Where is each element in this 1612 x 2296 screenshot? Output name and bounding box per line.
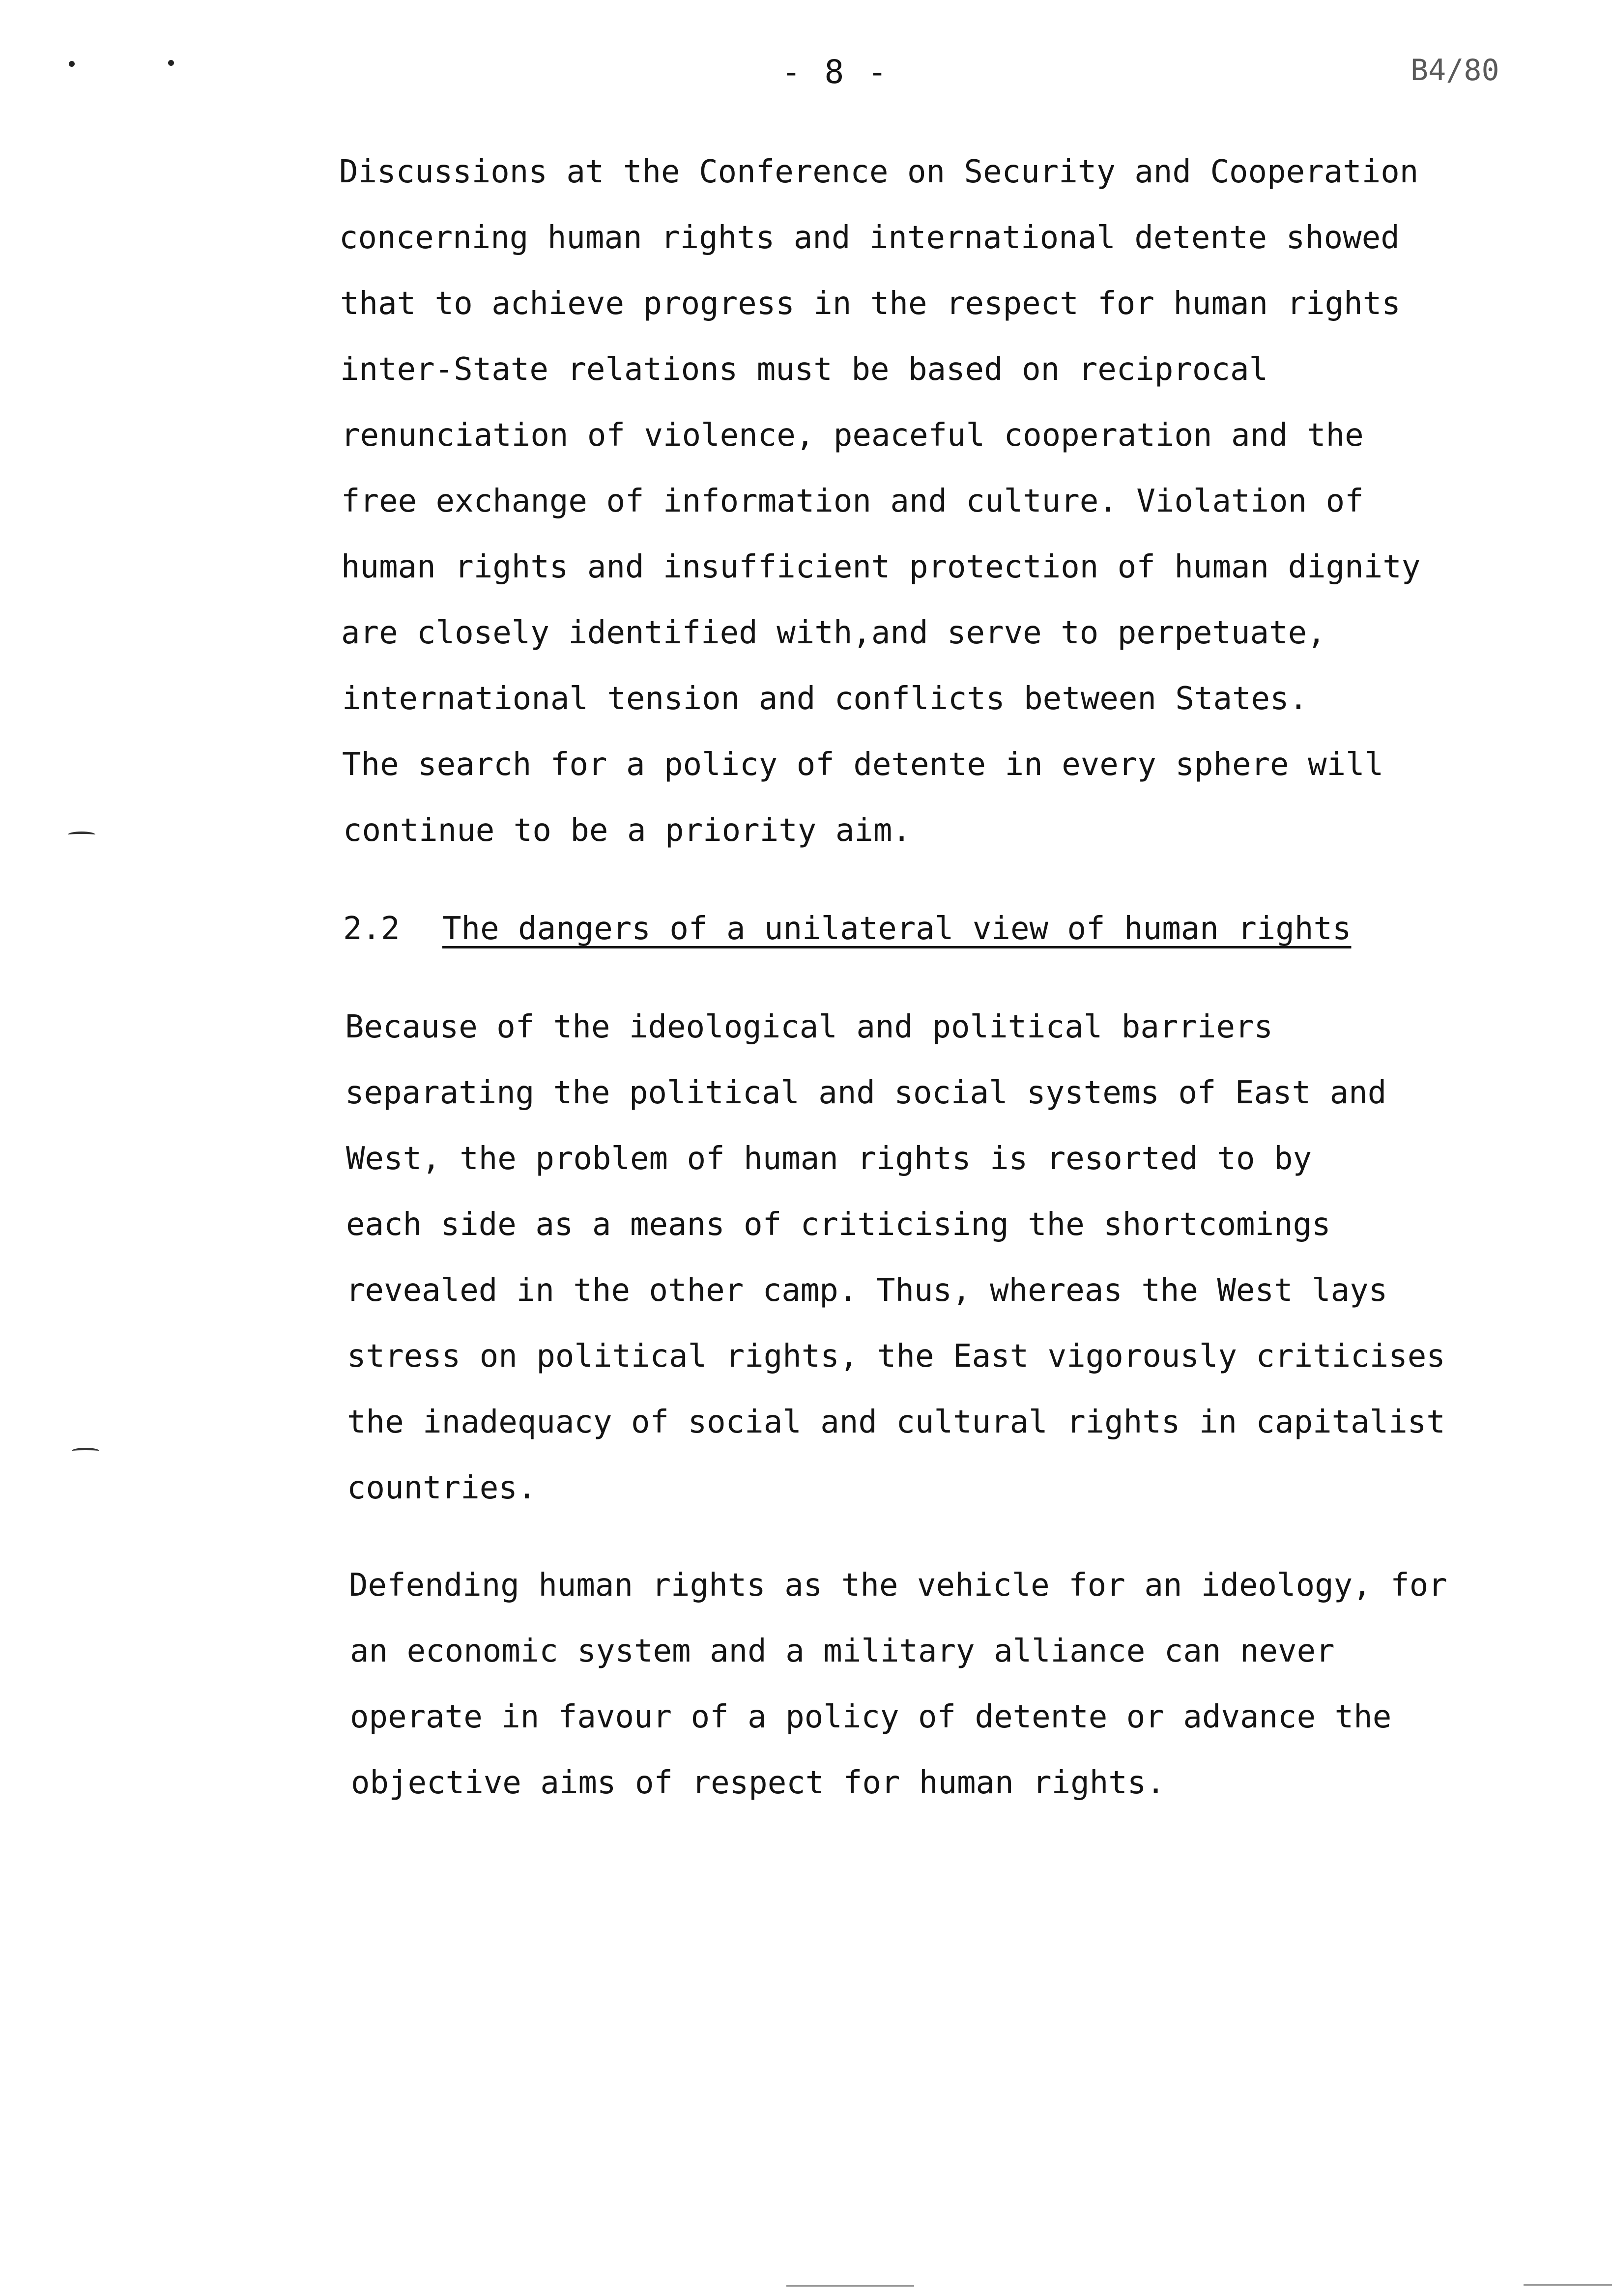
- text-line: stress on political rights, the East vigorously criticises: [347, 1338, 1445, 1375]
- text-line: that to achieve progress in the respect for human rights: [340, 286, 1401, 322]
- text-line: international tension and conflicts between States.: [342, 681, 1308, 717]
- text-line: each side as a means of criticising the shortcomings: [346, 1206, 1331, 1243]
- text-line: the inadequacy of social and cultural rights in capitalist: [347, 1404, 1445, 1440]
- margin-dot: [69, 61, 75, 67]
- margin-dot: [168, 60, 174, 66]
- text-line: Defending human rights as the vehicle for an ideology, for: [349, 1567, 1447, 1604]
- scan-artifact-rule: [786, 2285, 914, 2287]
- text-line: renunciation of violence, peaceful cooperation and the: [341, 417, 1364, 454]
- text-line: an economic system and a military alliance can never: [350, 1633, 1335, 1669]
- text-line: free exchange of information and culture. Violation of: [341, 483, 1364, 519]
- text-line: objective aims of respect for human rights.: [351, 1765, 1165, 1801]
- text-line: The search for a policy of detente in every sphere will: [342, 746, 1384, 783]
- margin-dash-mark: [68, 832, 95, 838]
- document-reference: B4/80: [1410, 53, 1499, 87]
- text-line: West, the problem of human rights is resorted to by: [346, 1141, 1312, 1177]
- text-line: revealed in the other camp. Thus, whereas the West lays: [346, 1272, 1388, 1309]
- text-line: operate in favour of a policy of detente or advance the: [350, 1699, 1392, 1735]
- text-line: human rights and insufficient protection of human dignity: [341, 549, 1421, 585]
- text-line: countries.: [347, 1470, 537, 1506]
- scan-artifact-rule: [1524, 2284, 1612, 2286]
- text-line: separating the political and social systems of East and: [345, 1075, 1387, 1111]
- text-line: Because of the ideological and political barriers: [345, 1009, 1273, 1045]
- text-line: Discussions at the Conference on Security and Cooperation: [339, 154, 1419, 190]
- text-line: are closely identified with,and serve to perpetuate,: [341, 615, 1326, 651]
- margin-dash-mark: [72, 1448, 99, 1454]
- text-line: concerning human rights and international detente showed: [339, 220, 1400, 256]
- page-number: - 8 -: [781, 53, 889, 91]
- text-line: continue to be a priority aim.: [343, 812, 911, 849]
- section-number: 2.2: [343, 911, 400, 947]
- section-title: The dangers of a unilateral view of human rights: [442, 911, 1352, 947]
- text-line: inter-State relations must be based on reciprocal: [340, 351, 1268, 388]
